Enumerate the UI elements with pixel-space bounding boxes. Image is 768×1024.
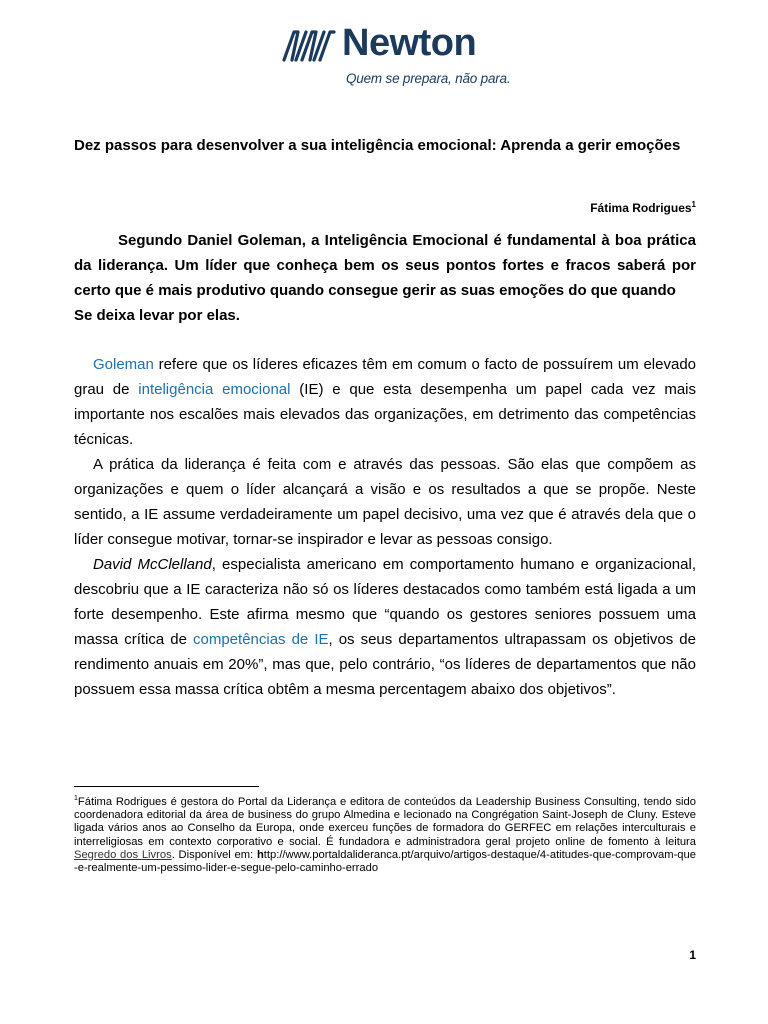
brand-tagline: Quem se prepara, não para.: [346, 71, 511, 86]
footnote-divider: [74, 786, 259, 787]
paragraph-text: , os seus departamentos ultrapassam os objetivos de rendimento anuais em 20%”, mas que, pelo contrário, “os líderes de departamentos que não possuem essa massa crítica obtêm a mesma percentagem abaixo dos objetivos”.: [74, 631, 696, 698]
author-name: Fátima Rodrigues: [590, 201, 692, 215]
footnote-marker: 1: [74, 795, 78, 802]
footnote-url-rest: ttp://www.portaldalideranca.pt/arquivo/artigos-destaque/4-atitudes-que-comprovam-que-e-realmente-um-pessimo-lider-e-segue-pelo-caminho-errado: [74, 848, 696, 875]
article-title: Dez passos para desenvolver a sua inteligência emocional: Aprenda a gerir emoções: [74, 137, 681, 154]
lead-text-line2: Se deixa levar por elas.: [74, 307, 240, 324]
paragraph-text: , especialista americano em comportamento humano e organizacional, descobriu que a IE caracteriza não só os líderes destacados como também está ligada a um forte desempenho. Este afirma mesmo que “quando os gestores seniores possuem uma massa crítica de: [74, 556, 696, 648]
lead-paragraph: [74, 228, 696, 328]
author-footnote-marker: 1: [691, 200, 696, 209]
footnote-url-first-letter: h: [256, 848, 264, 861]
goleman-link[interactable]: Goleman: [93, 356, 154, 373]
paragraph-text: (IE) e que esta desempenha um papel cada vez mais importante nos escalões mais elevados das organizações, em detrimento das competências técnicas.: [74, 381, 697, 448]
segredo-dos-livros-link[interactable]: Segredo dos Livros: [74, 848, 172, 861]
paragraph-mcclelland: [74, 552, 696, 702]
page-number: 1: [689, 948, 696, 962]
mcclelland-name: David McClelland: [93, 556, 212, 573]
paragraph-goleman: [74, 352, 696, 452]
footnote-text: é gestora do Portal da Liderança e editora de conteúdos da Leadership Business Consulting, tendo sido coordenadora editorial da área de business do grupo Almedina e lecionado na Congrégation Saint-Joseph de Cluny. Esteve ligada vários anos ao Conselho da Europa, onde exerceu funções de formadora do GERFEC em relações interculturais e interreligiosas em contexto corporativo e social. É fundadora e administradora geral projeto online de fomento à leitura: [74, 796, 696, 848]
brand-name: Newton: [342, 22, 477, 64]
paragraph-leadership-practice: A prática da liderança é feita com e através das pessoas. São elas que compõem as organizações e quem o líder alcançará a visão e os resultados a que se propõe. Neste sentido, a IE assume verdadeiramente um papel decisivo, uma vez que é através dela que o líder consegue motivar, tornar-se inspirador e levar as pessoas consigo.: [74, 456, 696, 548]
newton-logo: [280, 22, 511, 94]
footnote-text: . Disponível em:: [171, 848, 257, 861]
lead-text: Segundo Daniel Goleman, a Inteligência Emocional é fundamental à boa prática da liderança. Um líder que conheça bem os seus pontos fortes e fracos saberá por certo que é mais produtivo quando consegue gerir as suas emoções do que quando: [74, 232, 696, 299]
article-author: [74, 196, 696, 217]
footnote: [74, 792, 696, 875]
footnote-name: Fátima Rodrigues: [77, 796, 167, 808]
ie-competencies-link[interactable]: competências de IE: [193, 631, 329, 648]
emotional-intelligence-link[interactable]: inteligência emocional: [138, 381, 291, 398]
article-body: [74, 352, 696, 702]
paragraph-text: refere que os líderes eficazes têm em comum o facto de possuírem um elevado grau de: [74, 356, 696, 398]
newton-logo-mark-icon: [280, 26, 338, 66]
